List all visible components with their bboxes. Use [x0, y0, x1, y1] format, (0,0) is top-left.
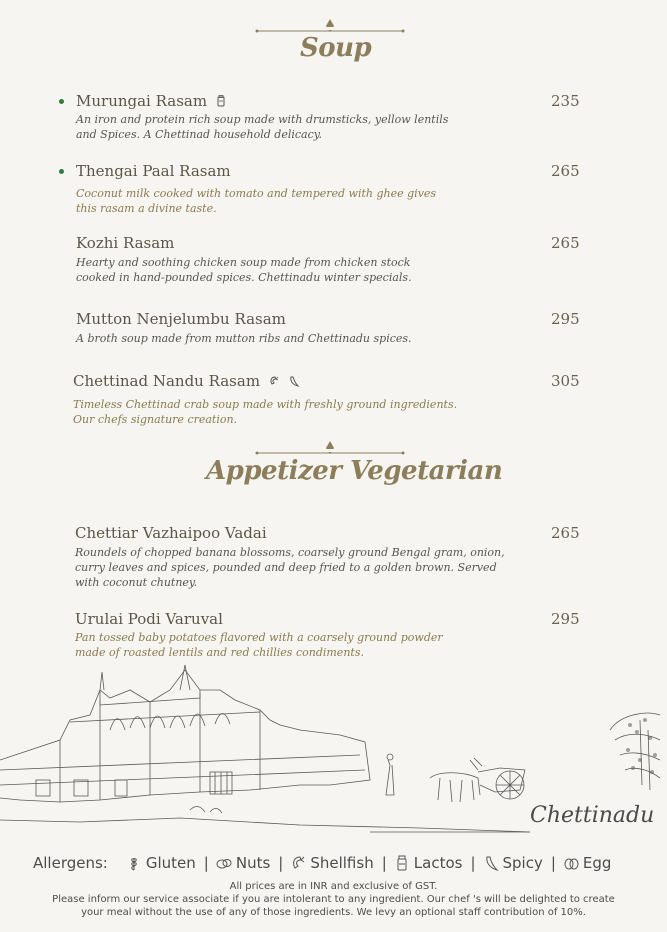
allergen-name: Nuts: [235, 854, 271, 872]
allergen-name: Spicy: [502, 854, 543, 872]
allergen-egg: [563, 854, 612, 872]
spicy-icon: [483, 855, 499, 871]
item-name: Thengai Paal Rasam: [76, 162, 231, 180]
brand-signature: Chettinadu: [530, 803, 655, 828]
footer-line: your meal without the use of any of those ingredients. We levy an optional staff contribution of 10%.: [81, 907, 586, 918]
veg-bullet: [59, 169, 64, 174]
item-price: 235: [551, 92, 580, 110]
allergen-name: Gluten: [145, 854, 196, 872]
allergens-legend: [33, 852, 611, 874]
allergen-gluten: Gluten |: [126, 854, 216, 872]
egg-icon: [563, 855, 579, 871]
item-name: Mutton Nenjelumbu Rasam: [76, 310, 286, 328]
nuts-icon: [216, 855, 232, 871]
item-price: 265: [551, 234, 580, 252]
item-description: An iron and protein rich soup made with drumsticks, yellow lentils and Spices. A Chettinad household delicacy.: [76, 113, 449, 141]
footer-notes: [0, 880, 667, 919]
veg-bullet: [59, 99, 64, 104]
spicy-icon: [288, 375, 300, 387]
item-name: Urulai Podi Varuval: [75, 610, 223, 628]
ornament-divider: [255, 18, 405, 34]
allergens-label: Allergens:: [33, 854, 108, 872]
item-price: 295: [551, 310, 580, 328]
item-price: 305: [551, 372, 580, 390]
item-name: Murungai Rasam: [76, 92, 208, 110]
item-price: 265: [551, 162, 580, 180]
allergen-lactos: Lactos |: [394, 854, 483, 872]
item-price: 295: [551, 610, 580, 628]
item-name: Chettiar Vazhaipoo Vadai: [75, 524, 267, 542]
allergen-name: Egg: [582, 854, 612, 872]
item-description: Coconut milk cooked with tomato and tempered with ghee gives this rasam a divine taste.: [76, 187, 437, 215]
allergen-nuts: Nuts |: [216, 854, 291, 872]
shellfish-icon: [290, 855, 306, 871]
lactos-icon: [394, 855, 410, 871]
ornament-divider: [255, 440, 405, 456]
section-title-appetizer-vegetarian: Appetizer Vegetarian: [206, 456, 503, 486]
lactos-icon: [215, 95, 227, 107]
item-description: Pan tossed baby potatoes flavored with a coarsely ground powder made of roasted lentils and red chillies condiments.: [75, 631, 443, 659]
allergen-name: Shellfish: [310, 854, 374, 872]
item-price: 265: [551, 524, 580, 542]
item-description: A broth soup made from mutton ribs and Chettinadu spices.: [76, 332, 412, 345]
footer-line: Please inform our service associate if you are intolerant to any ingredient. Our chef 's will be delighted to create: [52, 894, 615, 905]
item-description: Roundels of chopped banana blossoms, coarsely ground Bengal gram, onion, curry leaves and spices, pounded and deep fried to a golden brown. Served with coconut chutney.: [75, 546, 505, 589]
item-description: Timeless Chettinad crab soup made with freshly ground ingredients. Our chefs signature creation.: [73, 398, 458, 426]
allergen-spicy: Spicy |: [483, 854, 563, 872]
gluten-icon: [126, 855, 142, 871]
section-title-soup: Soup: [300, 33, 372, 63]
shellfish-icon: [268, 375, 280, 387]
footer-line: All prices are in INR and exclusive of GST.: [229, 881, 438, 892]
item-name: Kozhi Rasam: [76, 234, 175, 252]
item-description: Hearty and soothing chicken soup made from chicken stock cooked in hand-pounded spices. Chettinadu winter specials.: [76, 256, 412, 284]
item-name: Chettinad Nandu Rasam: [73, 372, 261, 390]
allergen-shellfish: Shellfish |: [290, 854, 393, 872]
allergen-name: Lactos: [413, 854, 463, 872]
